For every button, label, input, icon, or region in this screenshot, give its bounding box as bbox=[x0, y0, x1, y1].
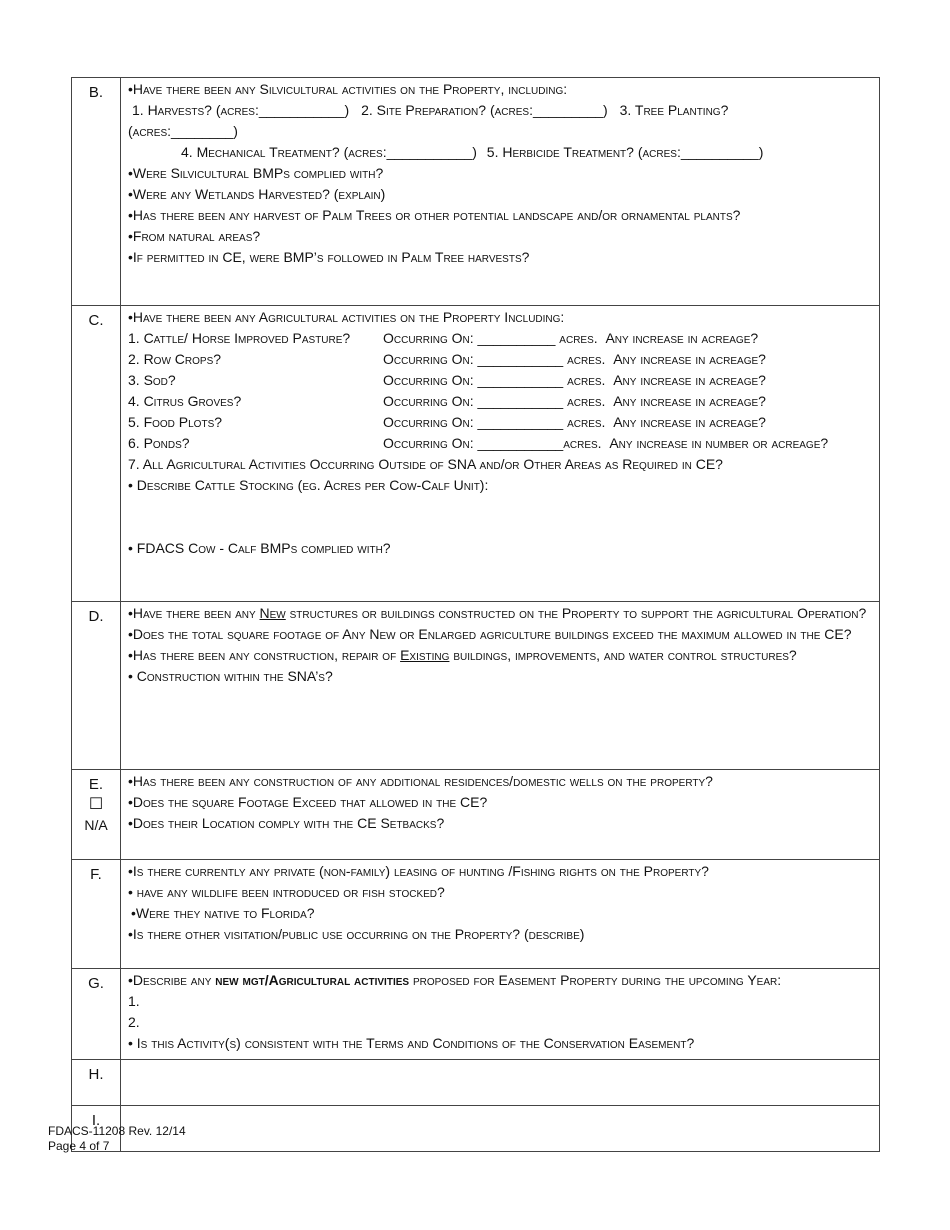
ag-item-occurring: Occurring On: ___________acres. bbox=[383, 435, 602, 451]
new-activities-text-a: •Describe any bbox=[128, 972, 216, 988]
section-b-acres-line-1 bbox=[128, 100, 872, 121]
section-c-content bbox=[121, 306, 880, 602]
ag-item-occurring: Occurring On: ___________ acres. bbox=[383, 351, 606, 367]
section-c-row bbox=[72, 306, 880, 602]
ag-item-increase: Any increase in acreage? bbox=[605, 330, 759, 346]
section-f-letter: F. bbox=[72, 860, 121, 969]
ag-item-row bbox=[128, 412, 872, 433]
cow-calf-bmps-question: • FDACS Cow - Calf BMPs complied with? bbox=[128, 540, 391, 556]
mechanical-treatment-acres: 4. Mechanical Treatment? (acres:___________) bbox=[181, 144, 477, 160]
consistency-question: • Is this Activity(s) consistent with the Terms and Conditions of the Conservation Easement? bbox=[128, 1035, 695, 1051]
palm-harvest-question: •Has there been any harvest of Palm Trees or other potential landscape and/or ornamental plants? bbox=[128, 207, 741, 223]
tree-planting-label: 3. Tree Planting? bbox=[619, 102, 729, 118]
repair-existing-question bbox=[128, 645, 872, 666]
section-e-content bbox=[121, 770, 880, 860]
repair-existing-text-a: •Has there been any construction, repair of bbox=[128, 647, 401, 663]
sna-construction-question: • Construction within the SNA’s? bbox=[128, 668, 333, 684]
section-h-row bbox=[72, 1060, 880, 1106]
section-h-letter: H. bbox=[72, 1060, 121, 1106]
activity-item-2: 2. bbox=[128, 1014, 140, 1030]
new-structures-text-b: structures or buildings constructed on the Property to support the agricultural Operation? bbox=[285, 605, 867, 621]
ag-item-name: 6. Ponds? bbox=[128, 435, 190, 451]
section-g-content bbox=[121, 969, 880, 1060]
silvicultural-bmps-question: •Were Silvicultural BMPs complied with? bbox=[128, 165, 384, 181]
natural-areas-question: •From natural areas? bbox=[128, 228, 261, 244]
ag-item-name: 3. Sod? bbox=[128, 372, 176, 388]
new-activities-text-c: proposed for Easement Property during the upcoming Year: bbox=[409, 972, 782, 988]
ag-item-row bbox=[128, 349, 872, 370]
section-b-letter: B. bbox=[72, 78, 121, 306]
native-question: •Were they native to Florida? bbox=[131, 905, 315, 921]
ag-item-increase: Any increase in acreage? bbox=[613, 372, 766, 388]
na-label: N/A bbox=[84, 817, 108, 833]
section-f-content bbox=[121, 860, 880, 969]
form-number: FDACS-11208 Rev. 12/14 bbox=[48, 1124, 186, 1138]
section-c-question-1: •Have there been any Agricultural activities on the Property Including: bbox=[128, 309, 565, 325]
square-footage-question: •Does the total square footage of Any New or Enlarged agriculture buildings exceed the maximum allowed in the CE? bbox=[128, 626, 852, 642]
section-f-row bbox=[72, 860, 880, 969]
new-activities-question bbox=[128, 970, 872, 991]
section-d-row bbox=[72, 602, 880, 770]
site-preparation-acres: 2. Site Preparation? (acres:_________) bbox=[361, 102, 608, 118]
ag-item-row bbox=[128, 370, 872, 391]
section-i-row bbox=[72, 1106, 880, 1152]
section-e-letter-cell bbox=[72, 770, 121, 860]
ag-item-increase: Any increase in acreage? bbox=[613, 393, 766, 409]
ag-item-occurring: Occurring On: ___________ acres. bbox=[383, 372, 606, 388]
ag-item-occurring: Occurring On: ___________ acres. bbox=[383, 414, 606, 430]
page-footer bbox=[48, 1124, 186, 1154]
new-structures-underlined: New bbox=[259, 605, 286, 621]
section-b-question-1: •Have there been any Silvicultural activities on the Property, including: bbox=[128, 81, 568, 97]
herbicide-treatment-acres: 5. Herbicide Treatment? (acres:__________) bbox=[486, 144, 764, 160]
ag-item-name: 4. Citrus Groves? bbox=[128, 393, 242, 409]
section-b-acres-line-2 bbox=[128, 142, 872, 163]
ag-item-name: 1. Cattle/ Horse Improved Pasture? bbox=[128, 330, 351, 346]
ag-item-occurring: Occurring On: __________ acres. bbox=[383, 330, 598, 346]
residences-question: •Has there been any construction of any additional residences/domestic wells on the property? bbox=[128, 773, 713, 789]
repair-existing-text-b: buildings, improvements, and water control structures? bbox=[449, 647, 797, 663]
ag-outside-sna-question: 7. All Agricultural Activities Occurring Outside of SNA and/or Other Areas as Required in CE? bbox=[128, 456, 723, 472]
visitation-question: •Is there other visitation/public use occurring on the Property? (describe) bbox=[128, 926, 585, 942]
ag-item-name: 5. Food Plots? bbox=[128, 414, 223, 430]
leasing-question: •Is there currently any private (non-family) leasing of hunting /Fishing rights on the Property? bbox=[128, 863, 709, 879]
new-structures-question bbox=[128, 603, 872, 624]
cattle-stocking-question: • Describe Cattle Stocking (eg. Acres per Cow-Calf Unit): bbox=[128, 477, 489, 493]
harvests-acres: 1. Harvests? (acres:___________) bbox=[132, 102, 350, 118]
section-d-content bbox=[121, 602, 880, 770]
inspection-form-table bbox=[71, 77, 880, 1152]
section-i-letter: I. bbox=[72, 1106, 121, 1152]
residence-footage-question: •Does the square Footage Exceed that allowed in the CE? bbox=[128, 794, 488, 810]
ag-item-occurring: Occurring On: ___________ acres. bbox=[383, 393, 606, 409]
wildlife-question: • have any wildlife been introduced or fish stocked? bbox=[128, 884, 445, 900]
section-g-row bbox=[72, 969, 880, 1060]
section-h-content[interactable] bbox=[121, 1060, 880, 1106]
ag-item-increase: Any increase in number or acreage? bbox=[609, 435, 829, 451]
section-i-content[interactable] bbox=[121, 1106, 880, 1152]
ag-item-row bbox=[128, 391, 872, 412]
page-number: Page 4 of 7 bbox=[48, 1139, 110, 1153]
wetlands-harvested-question: •Were any Wetlands Harvested? (explain) bbox=[128, 186, 386, 202]
activity-item-1: 1. bbox=[128, 993, 140, 1009]
section-b-content bbox=[121, 78, 880, 306]
section-e-letter: E. bbox=[88, 776, 104, 793]
ag-item-name: 2. Row Crops? bbox=[128, 351, 222, 367]
section-g-letter: G. bbox=[72, 969, 121, 1060]
ag-item-row bbox=[128, 328, 872, 349]
section-d-letter: D. bbox=[72, 602, 121, 770]
repair-existing-underlined: Existing bbox=[400, 647, 450, 663]
section-e-row bbox=[72, 770, 880, 860]
ag-item-increase: Any increase in acreage? bbox=[613, 351, 766, 367]
tree-planting-acres: (acres:________) bbox=[128, 123, 238, 139]
new-activities-bold: new mgt/Agricultural activities bbox=[215, 972, 410, 988]
new-structures-text-a: •Have there been any bbox=[128, 605, 260, 621]
na-checkbox[interactable]: ☐ bbox=[88, 796, 104, 813]
ag-item-row bbox=[128, 433, 872, 454]
section-c-letter: C. bbox=[72, 306, 121, 602]
section-b-row bbox=[72, 78, 880, 306]
ag-item-increase: Any increase in acreage? bbox=[613, 414, 766, 430]
palm-bmp-question: •If permitted in CE, were BMP’s followed in Palm Tree harvests? bbox=[128, 249, 530, 265]
setbacks-question: •Does their Location comply with the CE Setbacks? bbox=[128, 815, 445, 831]
